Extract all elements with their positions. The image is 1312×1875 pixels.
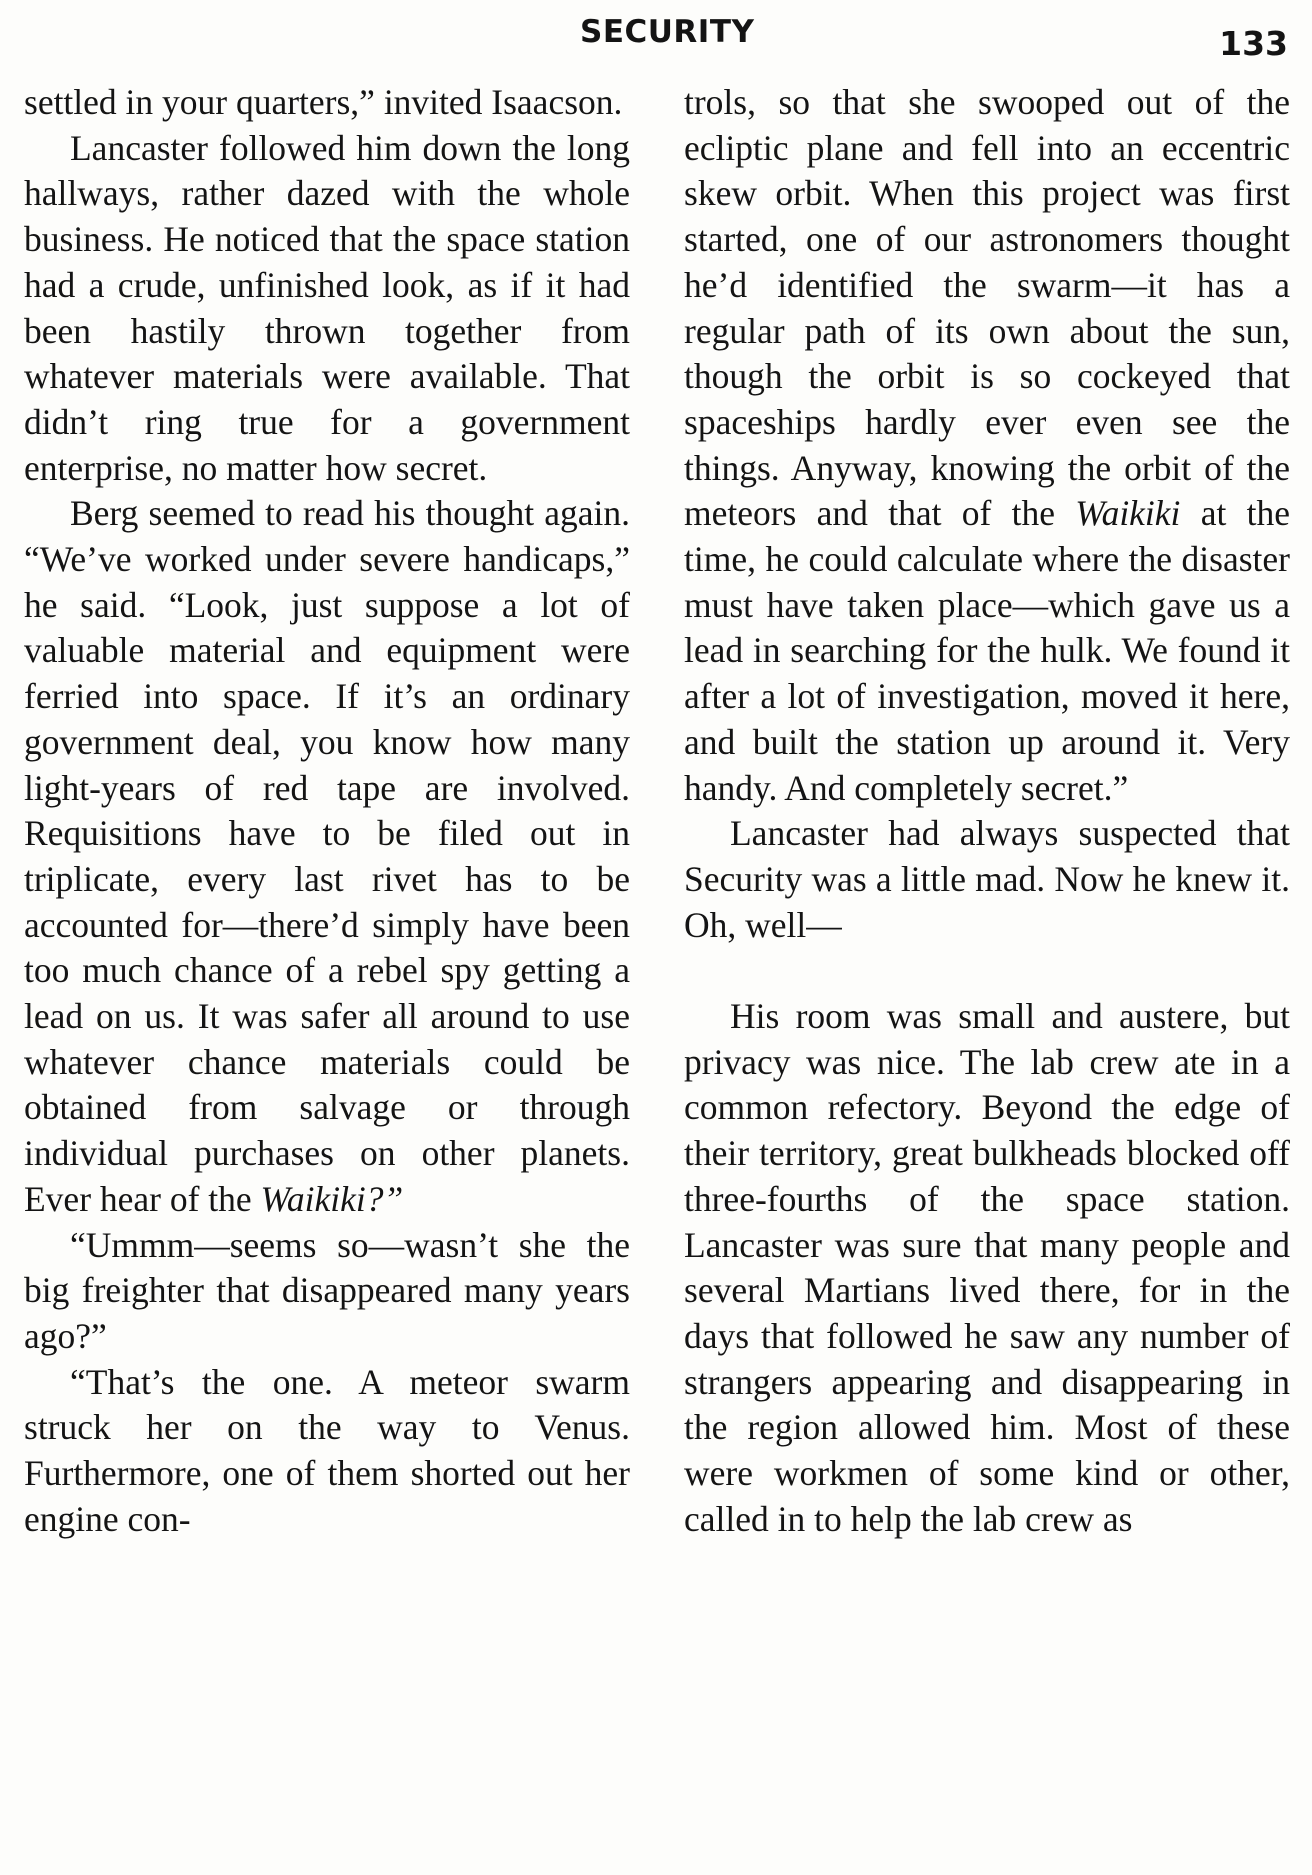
left-column <box>24 80 630 1543</box>
paragraph-text: at the time, he could calculate where the disaster must have taken place—which gave us a lead in searching for the hulk. We found it after a lot of investigation, moved it here, and built the station up around it. Very handy. And completely secret.” <box>684 493 1290 808</box>
paragraph <box>24 491 630 1222</box>
paragraph: His room was small and austere, but privacy was nice. The lab crew ate in a common refectory. Beyond the edge of their territory, great bulkheads blocked off three-fourths of the space station. Lancaster was sure that many people and several Martians lived there, for in the days that followed he saw any number of strangers appearing and disappearing in the region allowed him. Most of these were workmen of some kind or other, called in to help the lab crew as <box>684 996 1290 1539</box>
paragraph: settled in your quarters,” invited Isaacson. <box>24 82 623 122</box>
paragraph: “Ummm—seems so—wasn’t she the big freighter that disappeared many years ago?” <box>24 1224 630 1356</box>
page-number: 133 <box>1219 24 1288 63</box>
right-column <box>684 80 1290 1542</box>
running-title: SECURITY <box>580 14 755 50</box>
ship-name-italic: Waikiki <box>1075 493 1181 534</box>
paragraph-text: Berg seemed to read his thought again. “We’ve worked under severe handicaps,” he said. “Look, just suppose a lot of valuable material and equipment were ferried into space. If it’s an ordinary government deal, you know how many light-years of red tape are involved. Requisitions have to be filed out in triplicate, every last rivet has to be accounted for—there’d simply have been too much chance of a rebel spy getting a lead on us. It was safer all around to use whatever chance materials could be obtained from salvage or through individual purchases on other planets. Ever hear of the <box>24 493 630 1219</box>
paragraph: Lancaster had always suspected that Security was a little mad. Now he knew it. Oh, well— <box>684 813 1290 945</box>
running-head <box>0 14 1312 62</box>
paragraph-text: trols, so that she swooped out of the ecliptic plane and fell into an eccentric skew orbit. When this project was first started, one of our astronomers thought he’d identified the swarm—it has a regular path of its own about the sun, though the orbit is so cockeyed that spaceships hardly ever even see the things. Anyway, knowing the orbit of the meteors and that of the <box>684 82 1290 534</box>
paragraph <box>684 80 1290 811</box>
paragraph: “That’s the one. A meteor swarm struck her on the way to Venus. Furthermore, one of them shorted out her engine con- <box>24 1361 630 1539</box>
ship-name-italic: Waikiki?” <box>260 1178 404 1219</box>
paragraph: Lancaster followed him down the long hallways, rather dazed with the whole business. He noticed that the space station had a crude, unfinished look, as if it had been hastily thrown together from whatever materials were available. That didn’t ring true for a government enterprise, no matter how secret. <box>24 127 630 488</box>
